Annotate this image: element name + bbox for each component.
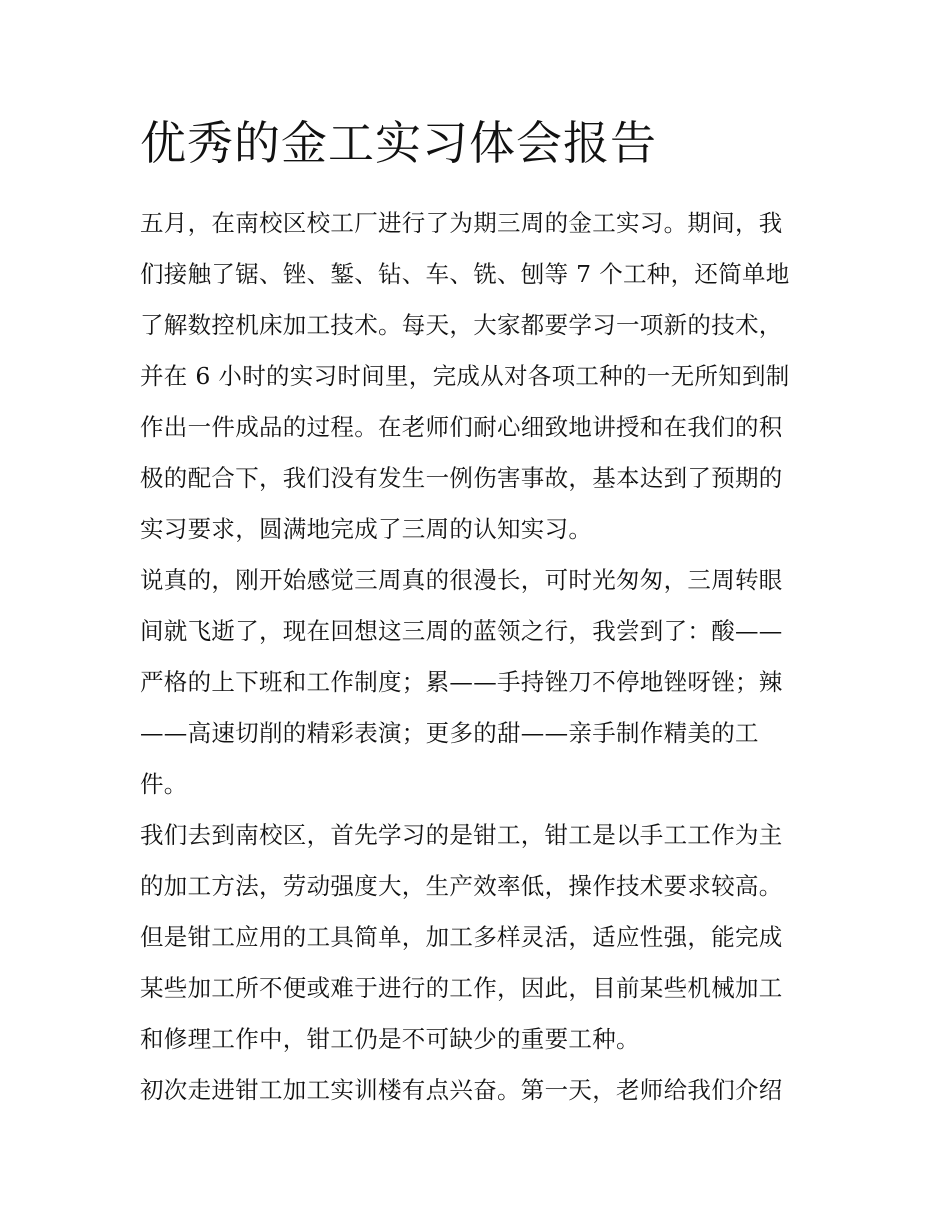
paragraph-line: 作出一件成品的过程。在老师们耐心细致地讲授和在我们的积	[140, 413, 783, 441]
document-page	[140, 112, 815, 1116]
document-body	[140, 198, 815, 1116]
paragraph-line: 并在 6 小时的实习时间里，完成从对各项工种的一无所知到制	[140, 362, 790, 390]
paragraph-line: 严格的上下班和工作制度；累——手持锉刀不停地锉呀锉；辣	[140, 668, 783, 696]
paragraph-line: 初次走进钳工加工实训楼有点兴奋。第一天，老师给我们介绍	[140, 1076, 783, 1104]
paragraph-1	[140, 198, 815, 555]
paragraph-line: 件。	[140, 770, 188, 798]
paragraph-4	[140, 1065, 815, 1116]
paragraph-line: 我们去到南校区，首先学习的是钳工，钳工是以手工工作为主	[140, 821, 783, 849]
document-title: 优秀的金工实习体会报告	[140, 116, 657, 170]
paragraph-line: 间就飞逝了，现在回想这三周的蓝领之行，我尝到了：酸——	[140, 617, 783, 645]
paragraph-line: 说真的，刚开始感觉三周真的很漫长，可时光匆匆，三周转眼	[140, 566, 783, 594]
paragraph-line: 和修理工作中，钳工仍是不可缺少的重要工种。	[140, 1025, 640, 1053]
paragraph-line: 的加工方法，劳动强度大，生产效率低，操作技术要求较高。	[140, 872, 783, 900]
paragraph-line: 实习要求，圆满地完成了三周的认知实习。	[140, 515, 593, 543]
paragraph-line: 但是钳工应用的工具简单，加工多样灵活，适应性强，能完成	[140, 923, 783, 951]
paragraph-line: 们接触了锯、锉、錾、钻、车、铣、刨等 7 个工种，还简单地	[140, 260, 790, 288]
paragraph-line: 五月，在南校区校工厂进行了为期三周的金工实习。期间，我	[140, 209, 783, 237]
paragraph-line: 某些加工所不便或难于进行的工作，因此，目前某些机械加工	[140, 974, 783, 1002]
paragraph-3	[140, 810, 815, 1065]
paragraph-line: 了解数控机床加工技术。每天，大家都要学习一项新的技术，	[140, 311, 783, 339]
paragraph-2	[140, 555, 815, 810]
paragraph-line: 极的配合下，我们没有发生一例伤害事故，基本达到了预期的	[140, 464, 783, 492]
paragraph-line: ——高速切削的精彩表演；更多的甜——亲手制作精美的工	[140, 719, 759, 747]
